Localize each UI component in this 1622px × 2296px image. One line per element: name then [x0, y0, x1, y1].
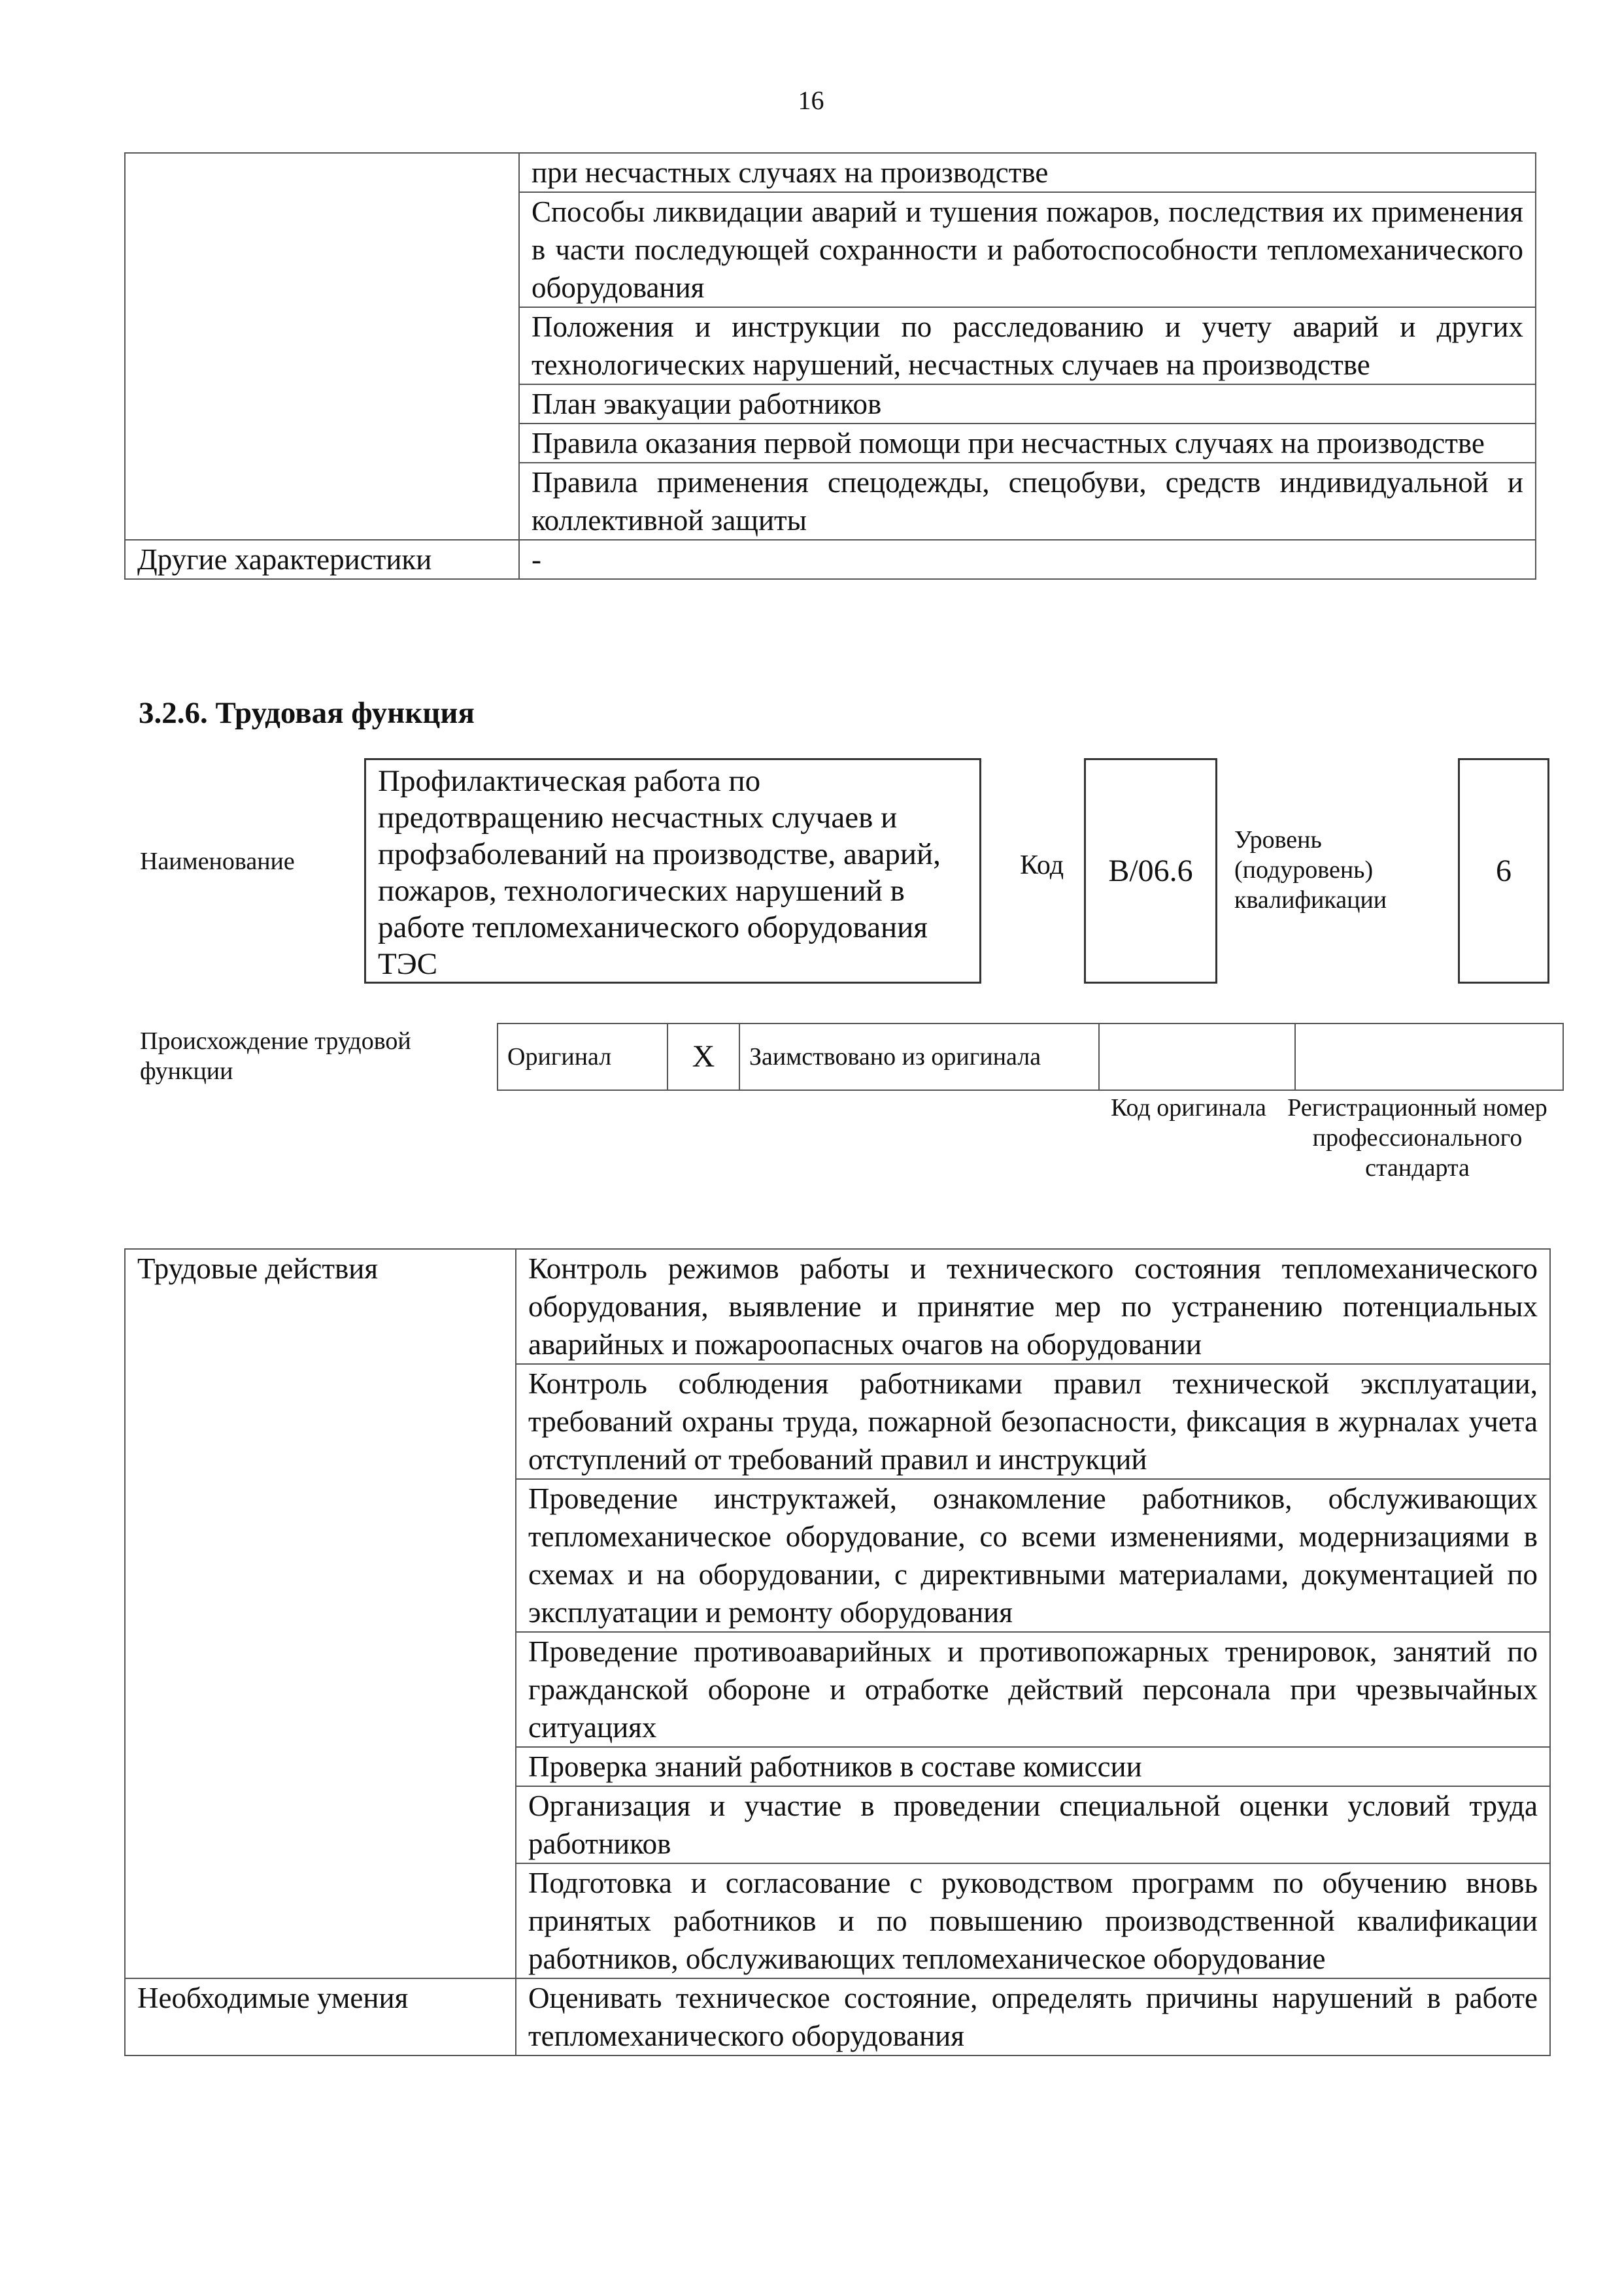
- actions-label: Трудовые действия: [125, 1249, 516, 1978]
- table-row: Проведение противоаварийных и противопожарных тренировок, занятий по гражданской обороне и отработке действий персонала при чрезвычайных ситуациях: [516, 1632, 1550, 1747]
- registration-number-cell: [1295, 1023, 1563, 1090]
- other-characteristics-label: Другие характеристики: [125, 540, 519, 579]
- level-box: 6: [1458, 758, 1549, 984]
- borrowed-label: Заимствовано из оригинала: [739, 1023, 1099, 1090]
- table-row: Организация и участие в проведении специальной оценки условий труда работников: [516, 1786, 1550, 1863]
- table-row: Проведение инструктажей, ознакомление работников, обслуживающих тепломеханическое оборудование, со всеми изменениями, модернизациями в схемах и на оборудовании, с директивными материалами, документацией по эксплуатации и ремонту оборудования: [516, 1479, 1550, 1632]
- skills-label: Необходимые умения: [125, 1978, 516, 2055]
- original-label: Оригинал: [498, 1023, 667, 1090]
- origin-label: Происхождение трудовой функции: [140, 1027, 411, 1085]
- level-label: Уровень (подуровень) квалификации: [1234, 826, 1387, 914]
- table-row: Положения и инструкции по расследованию и учету аварий и других технологических нарушений, несчастных случаев на производстве: [519, 307, 1536, 384]
- original-code-cell: [1099, 1023, 1295, 1090]
- section-title: 3.2.6. Трудовая функция: [139, 696, 475, 730]
- code-box: B/06.6: [1084, 758, 1217, 984]
- table-row: Контроль соблюдения работниками правил технической эксплуатации, требований охраны труда, пожарной безопасности, фиксация в журналах учета отступлений от требований правил и инструкций: [516, 1364, 1550, 1479]
- origin-table: [497, 1023, 1564, 1091]
- code-label: Код: [1020, 850, 1064, 880]
- name-label: Наименование: [140, 848, 295, 875]
- actions-table: [124, 1248, 1551, 2056]
- knowledge-table: [124, 152, 1536, 580]
- table-row: Контроль режимов работы и технического состояния тепломеханического оборудования, выявление и принятие мер по устранению потенциальных аварийных и пожароопасных очагов на оборудовании: [516, 1249, 1550, 1364]
- table-row: Проверка знаний работников в составе комиссии: [516, 1747, 1550, 1786]
- other-characteristics-value: -: [519, 540, 1536, 579]
- table-row: Способы ликвидации аварий и тушения пожаров, последствия их применения в части последующей сохранности и работоспособности тепломеханического оборудования: [519, 192, 1536, 307]
- caption-registration-number: Регистрационный номер профессионального стандарта: [1287, 1094, 1547, 1182]
- table-row: Подготовка и согласование с руководством программ по обучению вновь принятых работников и по повышению производственной квалификации работников, обслуживающих тепломеханическое оборудование: [516, 1863, 1550, 1978]
- page-number: 16: [798, 86, 824, 115]
- table-row: Правила оказания первой помощи при несчастных случаях на производстве: [519, 424, 1536, 463]
- caption-original-code: Код оригинала: [1111, 1094, 1266, 1122]
- table-row: при несчастных случаях на производстве: [519, 153, 1536, 192]
- table-row: Правила применения спецодежды, спецобуви, средств индивидуальной и коллективной защиты: [519, 463, 1536, 540]
- table-label-cell: [125, 153, 519, 540]
- function-name-box: Профилактическая работа по предотвращению несчастных случаев и профзаболеваний на производстве, аварий, пожаров, технологических нарушений в работе тепломеханического оборудования ТЭС: [364, 758, 981, 984]
- table-row: План эвакуации работников: [519, 384, 1536, 424]
- skills-value: Оценивать техническое состояние, определять причины нарушений в работе тепломеханического оборудования: [516, 1978, 1550, 2055]
- original-mark: X: [667, 1023, 739, 1090]
